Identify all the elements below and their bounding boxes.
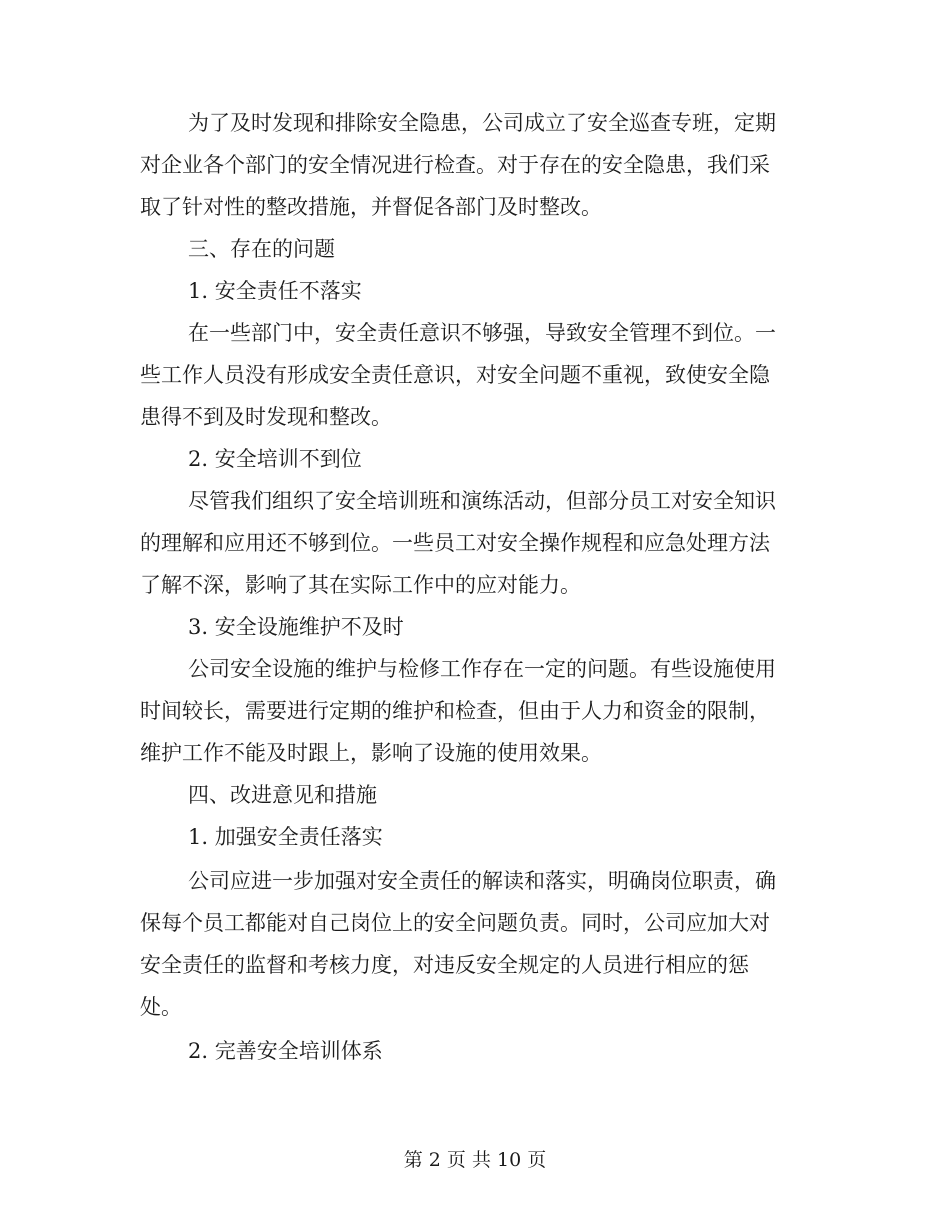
subsection-heading: 1. 安全责任不落实 (188, 279, 362, 303)
page-number-footer: 第 2 页 共 10 页 (403, 1149, 547, 1171)
paragraph-line: 的理解和应用还不够到位。一些员工对安全操作规程和应急处理方法 (140, 531, 770, 555)
paragraph-line: 公司安全设施的维护与检修工作存在一定的问题。有些设施使用 (188, 657, 776, 681)
paragraph-line: 安全责任的监督和考核力度，对违反安全规定的人员进行相应的惩 (140, 953, 749, 977)
paragraph-line: 处。 (140, 995, 182, 1019)
subsection-heading: 1. 加强安全责任落实 (188, 825, 383, 849)
paragraph-line: 取了针对性的整改措施，并督促各部门及时整改。 (140, 195, 602, 219)
paragraph-line: 保每个员工都能对自己岗位上的安全问题负责。同时，公司应加大对 (140, 911, 770, 935)
paragraph-line: 在一些部门中，安全责任意识不够强，导致安全管理不到位。一 (188, 321, 776, 345)
paragraph-line: 对企业各个部门的安全情况进行检查。对于存在的安全隐患，我们采 (140, 153, 770, 177)
paragraph-line: 些工作人员没有形成安全责任意识，对安全问题不重视，致使安全隐 (140, 363, 770, 387)
paragraph-line: 了解不深，影响了其在实际工作中的应对能力。 (140, 573, 581, 597)
subsection-heading: 3. 安全设施维护不及时 (188, 615, 404, 639)
paragraph-line: 患得不到及时发现和整改。 (140, 405, 392, 429)
paragraph-line: 公司应进一步加强对安全责任的解读和落实，明确岗位职责，确 (188, 869, 776, 893)
section-heading: 四、改进意见和措施 (188, 783, 377, 807)
paragraph-line: 为了及时发现和排除安全隐患，公司成立了安全巡查专班，定期 (188, 111, 776, 135)
subsection-heading: 2. 完善安全培训体系 (188, 1039, 383, 1063)
section-heading: 三、存在的问题 (188, 237, 335, 261)
paragraph-line: 维护工作不能及时跟上，影响了设施的使用效果。 (140, 741, 602, 765)
subsection-heading: 2. 安全培训不到位 (188, 447, 362, 471)
paragraph-line: 时间较长，需要进行定期的维护和检查，但由于人力和资金的限制， (140, 699, 770, 723)
paragraph-line: 尽管我们组织了安全培训班和演练活动，但部分员工对安全知识 (188, 489, 776, 513)
